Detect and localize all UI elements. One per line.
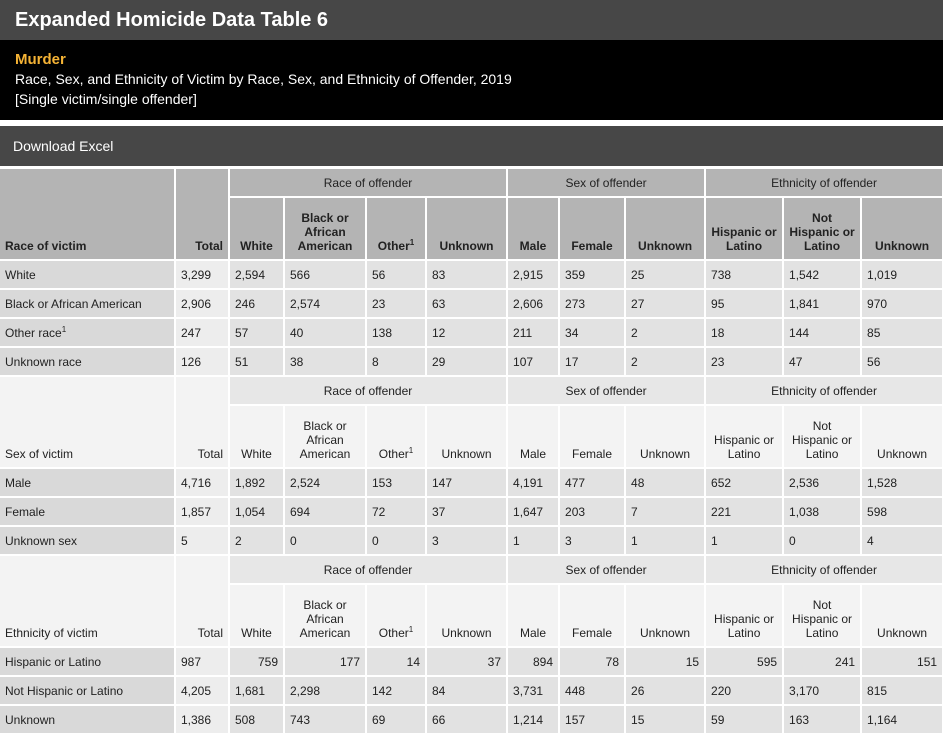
row-label: Not Hispanic or Latino bbox=[5, 683, 124, 698]
column-total: Total bbox=[175, 555, 229, 647]
cell-other: 23 bbox=[366, 289, 426, 318]
cell-white: 1,681 bbox=[229, 676, 284, 705]
group-race-of-offender: Race of offender bbox=[229, 169, 507, 197]
cell-unknown-sex: 1 bbox=[625, 526, 705, 555]
column-label: Other bbox=[378, 626, 409, 640]
cell-total: 2,906 bbox=[175, 289, 229, 318]
column-label: Unknown bbox=[441, 447, 492, 461]
cell-white: 1,892 bbox=[229, 468, 284, 497]
column-total: Total bbox=[175, 169, 229, 260]
table-row bbox=[0, 260, 943, 289]
cell-black: 566 bbox=[284, 260, 366, 289]
column-black bbox=[284, 197, 366, 260]
cell-unknown-race: 12 bbox=[426, 318, 507, 347]
group-header-row bbox=[0, 169, 943, 197]
column-white bbox=[229, 197, 284, 260]
row-label: Unknown bbox=[5, 712, 56, 727]
cell-not-hispanic: 1,841 bbox=[783, 289, 861, 318]
cell-total: 126 bbox=[175, 347, 229, 376]
column-label: Black or African American bbox=[297, 211, 353, 253]
cell-hispanic: 220 bbox=[705, 676, 783, 705]
cell-total: 1,857 bbox=[175, 497, 229, 526]
footnote-marker: 1 bbox=[408, 625, 414, 634]
column-white bbox=[229, 584, 284, 647]
column-unknown-ethnicity bbox=[861, 197, 943, 260]
cell-unknown-race: 29 bbox=[426, 347, 507, 376]
column-label: Other bbox=[377, 239, 410, 253]
table-row bbox=[0, 289, 943, 318]
group-ethnicity-of-offender: Ethnicity of offender bbox=[705, 555, 943, 584]
cell-black: 0 bbox=[284, 526, 366, 555]
column-other bbox=[366, 405, 426, 468]
column-label: Black or African American bbox=[299, 598, 351, 640]
column-unknown-sex bbox=[625, 197, 705, 260]
footnote-marker: 1 bbox=[409, 238, 415, 247]
cell-unknown-sex: 26 bbox=[625, 676, 705, 705]
table-row bbox=[0, 647, 943, 676]
cell-black: 743 bbox=[284, 705, 366, 734]
cell-black: 177 bbox=[284, 647, 366, 676]
cell-hispanic: 59 bbox=[705, 705, 783, 734]
group-sex-of-offender: Sex of offender bbox=[507, 169, 705, 197]
cell-other: 8 bbox=[366, 347, 426, 376]
row-header bbox=[0, 260, 175, 289]
cell-female: 273 bbox=[559, 289, 625, 318]
column-label: Unknown bbox=[877, 447, 928, 461]
cell-total: 987 bbox=[175, 647, 229, 676]
column-label: Hispanic or Latino bbox=[714, 612, 775, 640]
cell-white: 759 bbox=[229, 647, 284, 676]
cell-not-hispanic: 2,536 bbox=[783, 468, 861, 497]
cell-white: 246 bbox=[229, 289, 284, 318]
column-unknown-race bbox=[426, 405, 507, 468]
cell-female: 203 bbox=[559, 497, 625, 526]
cell-white: 1,054 bbox=[229, 497, 284, 526]
column-label: Female bbox=[572, 626, 613, 640]
column-label: Male bbox=[520, 626, 547, 640]
cell-other: 138 bbox=[366, 318, 426, 347]
column-label: Unknown bbox=[640, 447, 691, 461]
cell-unknown-sex: 2 bbox=[625, 318, 705, 347]
column-label: Unknown bbox=[875, 239, 930, 253]
cell-white: 508 bbox=[229, 705, 284, 734]
footnote-marker: 1 bbox=[408, 446, 414, 455]
cell-male: 107 bbox=[507, 347, 559, 376]
cell-black: 38 bbox=[284, 347, 366, 376]
row-label: Black or African American bbox=[5, 296, 142, 311]
cell-unknown-sex: 15 bbox=[625, 705, 705, 734]
page-title: Expanded Homicide Data Table 6 bbox=[0, 0, 943, 40]
cell-not-hispanic: 1,542 bbox=[783, 260, 861, 289]
table-description: Race, Sex, and Ethnicity of Victim by Race, Sex, and Ethnicity of Offender, 2019 bbox=[15, 71, 512, 87]
cell-hispanic: 23 bbox=[705, 347, 783, 376]
cell-unknown-ethnicity: 1,019 bbox=[861, 260, 943, 289]
column-unknown-ethnicity bbox=[861, 405, 943, 468]
group-sex-of-offender: Sex of offender bbox=[507, 376, 705, 405]
cell-unknown-ethnicity: 970 bbox=[861, 289, 943, 318]
cell-black: 2,298 bbox=[284, 676, 366, 705]
cell-hispanic: 1 bbox=[705, 526, 783, 555]
cell-unknown-ethnicity: 4 bbox=[861, 526, 943, 555]
row-header bbox=[0, 705, 175, 734]
cell-total: 3,299 bbox=[175, 260, 229, 289]
cell-unknown-ethnicity: 815 bbox=[861, 676, 943, 705]
column-other bbox=[366, 584, 426, 647]
column-label: Not Hispanic or Latino bbox=[792, 419, 853, 461]
cell-hispanic: 738 bbox=[705, 260, 783, 289]
column-unknown-race bbox=[426, 584, 507, 647]
column-total: Total bbox=[175, 376, 229, 468]
cell-unknown-race: 3 bbox=[426, 526, 507, 555]
cell-total: 1,386 bbox=[175, 705, 229, 734]
table-row bbox=[0, 347, 943, 376]
cell-female: 34 bbox=[559, 318, 625, 347]
cell-hispanic: 221 bbox=[705, 497, 783, 526]
column-label: White bbox=[241, 626, 272, 640]
column-label: Female bbox=[572, 447, 613, 461]
cell-unknown-race: 37 bbox=[426, 497, 507, 526]
offense-subtitle: Murder bbox=[15, 51, 66, 68]
cell-unknown-sex: 48 bbox=[625, 468, 705, 497]
row-header bbox=[0, 347, 175, 376]
column-not-hispanic bbox=[783, 405, 861, 468]
cell-black: 2,574 bbox=[284, 289, 366, 318]
column-hispanic bbox=[705, 197, 783, 260]
cell-unknown-ethnicity: 85 bbox=[861, 318, 943, 347]
cell-male: 4,191 bbox=[507, 468, 559, 497]
cell-unknown-ethnicity: 1,164 bbox=[861, 705, 943, 734]
column-label: Other bbox=[378, 447, 409, 461]
cell-unknown-sex: 15 bbox=[625, 647, 705, 676]
cell-unknown-race: 63 bbox=[426, 289, 507, 318]
column-other bbox=[366, 197, 426, 260]
column-label: White bbox=[240, 239, 273, 253]
column-label: Hispanic or Latino bbox=[711, 225, 777, 253]
group-ethnicity-of-offender: Ethnicity of offender bbox=[705, 376, 943, 405]
column-female bbox=[559, 197, 625, 260]
cell-not-hispanic: 1,038 bbox=[783, 497, 861, 526]
column-label: Unknown bbox=[439, 239, 494, 253]
column-unknown-ethnicity bbox=[861, 584, 943, 647]
cell-white: 57 bbox=[229, 318, 284, 347]
cell-unknown-race: 37 bbox=[426, 647, 507, 676]
row-label: White bbox=[5, 267, 36, 282]
cell-black: 40 bbox=[284, 318, 366, 347]
cell-hispanic: 95 bbox=[705, 289, 783, 318]
column-white bbox=[229, 405, 284, 468]
cell-female: 359 bbox=[559, 260, 625, 289]
row-header bbox=[0, 676, 175, 705]
row-header bbox=[0, 497, 175, 526]
row-header bbox=[0, 318, 175, 347]
column-label: Black or African American bbox=[299, 419, 351, 461]
column-label: Male bbox=[519, 239, 547, 253]
cell-unknown-ethnicity: 151 bbox=[861, 647, 943, 676]
cell-female: 78 bbox=[559, 647, 625, 676]
column-black bbox=[284, 584, 366, 647]
cell-other: 0 bbox=[366, 526, 426, 555]
column-male bbox=[507, 584, 559, 647]
data-table bbox=[0, 169, 943, 735]
row-label: Male bbox=[5, 475, 32, 490]
column-label: White bbox=[241, 447, 272, 461]
group-header-row bbox=[0, 376, 943, 405]
cell-male: 1,647 bbox=[507, 497, 559, 526]
row-header bbox=[0, 647, 175, 676]
cell-other: 142 bbox=[366, 676, 426, 705]
row-label: Unknown sex bbox=[5, 533, 78, 548]
cell-other: 72 bbox=[366, 497, 426, 526]
column-unknown-race bbox=[426, 197, 507, 260]
cell-white: 2 bbox=[229, 526, 284, 555]
cell-male: 2,915 bbox=[507, 260, 559, 289]
cell-white: 2,594 bbox=[229, 260, 284, 289]
cell-male: 2,606 bbox=[507, 289, 559, 318]
cell-unknown-sex: 27 bbox=[625, 289, 705, 318]
row-label: Unknown race bbox=[5, 354, 82, 369]
column-male bbox=[507, 405, 559, 468]
cell-male: 1 bbox=[507, 526, 559, 555]
column-black bbox=[284, 405, 366, 468]
cell-unknown-race: 66 bbox=[426, 705, 507, 734]
cell-female: 3 bbox=[559, 526, 625, 555]
group-race-of-offender: Race of offender bbox=[229, 376, 507, 405]
cell-unknown-sex: 7 bbox=[625, 497, 705, 526]
row-label: Hispanic or Latino bbox=[5, 654, 102, 669]
cell-black: 694 bbox=[284, 497, 366, 526]
column-hispanic bbox=[705, 405, 783, 468]
table-row bbox=[0, 676, 943, 705]
cell-other: 56 bbox=[366, 260, 426, 289]
column-label: Not Hispanic or Latino bbox=[789, 211, 855, 253]
row-label: Other race bbox=[5, 326, 62, 340]
cell-unknown-sex: 25 bbox=[625, 260, 705, 289]
cell-total: 4,205 bbox=[175, 676, 229, 705]
cell-unknown-ethnicity: 56 bbox=[861, 347, 943, 376]
column-not-hispanic bbox=[783, 197, 861, 260]
column-female bbox=[559, 584, 625, 647]
cell-unknown-race: 147 bbox=[426, 468, 507, 497]
table-row bbox=[0, 468, 943, 497]
row-label: Female bbox=[5, 504, 46, 519]
section-label: Ethnicity of victim bbox=[0, 555, 175, 647]
cell-male: 1,214 bbox=[507, 705, 559, 734]
table-row bbox=[0, 526, 943, 555]
cell-male: 894 bbox=[507, 647, 559, 676]
table-row bbox=[0, 705, 943, 734]
cell-hispanic: 595 bbox=[705, 647, 783, 676]
column-female bbox=[559, 405, 625, 468]
column-label: Male bbox=[520, 447, 547, 461]
table-note: [Single victim/single offender] bbox=[15, 91, 197, 107]
cell-total: 4,716 bbox=[175, 468, 229, 497]
cell-male: 3,731 bbox=[507, 676, 559, 705]
footnote-marker: 1 bbox=[61, 325, 67, 334]
cell-not-hispanic: 241 bbox=[783, 647, 861, 676]
cell-female: 448 bbox=[559, 676, 625, 705]
cell-unknown-race: 84 bbox=[426, 676, 507, 705]
row-header bbox=[0, 468, 175, 497]
section-label: Sex of victim bbox=[0, 376, 175, 468]
cell-female: 157 bbox=[559, 705, 625, 734]
cell-hispanic: 652 bbox=[705, 468, 783, 497]
cell-other: 153 bbox=[366, 468, 426, 497]
download-excel-link[interactable]: Download Excel bbox=[13, 138, 114, 154]
cell-other: 69 bbox=[366, 705, 426, 734]
column-hispanic bbox=[705, 584, 783, 647]
column-not-hispanic bbox=[783, 584, 861, 647]
cell-not-hispanic: 144 bbox=[783, 318, 861, 347]
column-label: Unknown bbox=[877, 626, 928, 640]
cell-not-hispanic: 163 bbox=[783, 705, 861, 734]
table-row bbox=[0, 497, 943, 526]
cell-total: 247 bbox=[175, 318, 229, 347]
title-panel bbox=[0, 40, 943, 120]
row-header bbox=[0, 526, 175, 555]
group-sex-of-offender: Sex of offender bbox=[507, 555, 705, 584]
table-row bbox=[0, 318, 943, 347]
cell-total: 5 bbox=[175, 526, 229, 555]
cell-white: 51 bbox=[229, 347, 284, 376]
row-header bbox=[0, 289, 175, 318]
cell-hispanic: 18 bbox=[705, 318, 783, 347]
cell-not-hispanic: 3,170 bbox=[783, 676, 861, 705]
column-label: Female bbox=[571, 239, 613, 253]
cell-not-hispanic: 0 bbox=[783, 526, 861, 555]
section-label: Race of victim bbox=[0, 169, 175, 260]
column-unknown-sex bbox=[625, 584, 705, 647]
cell-female: 477 bbox=[559, 468, 625, 497]
cell-unknown-sex: 2 bbox=[625, 347, 705, 376]
column-label: Hispanic or Latino bbox=[714, 433, 775, 461]
column-unknown-sex bbox=[625, 405, 705, 468]
column-male bbox=[507, 197, 559, 260]
column-label: Not Hispanic or Latino bbox=[792, 598, 853, 640]
cell-other: 14 bbox=[366, 647, 426, 676]
cell-not-hispanic: 47 bbox=[783, 347, 861, 376]
group-ethnicity-of-offender: Ethnicity of offender bbox=[705, 169, 943, 197]
cell-female: 17 bbox=[559, 347, 625, 376]
column-label: Unknown bbox=[640, 626, 691, 640]
cell-unknown-ethnicity: 1,528 bbox=[861, 468, 943, 497]
cell-unknown-race: 83 bbox=[426, 260, 507, 289]
cell-black: 2,524 bbox=[284, 468, 366, 497]
cell-male: 211 bbox=[507, 318, 559, 347]
download-bar bbox=[0, 126, 943, 166]
cell-unknown-ethnicity: 598 bbox=[861, 497, 943, 526]
group-header-row bbox=[0, 555, 943, 584]
column-label: Unknown bbox=[638, 239, 693, 253]
group-race-of-offender: Race of offender bbox=[229, 555, 507, 584]
column-label: Unknown bbox=[441, 626, 492, 640]
